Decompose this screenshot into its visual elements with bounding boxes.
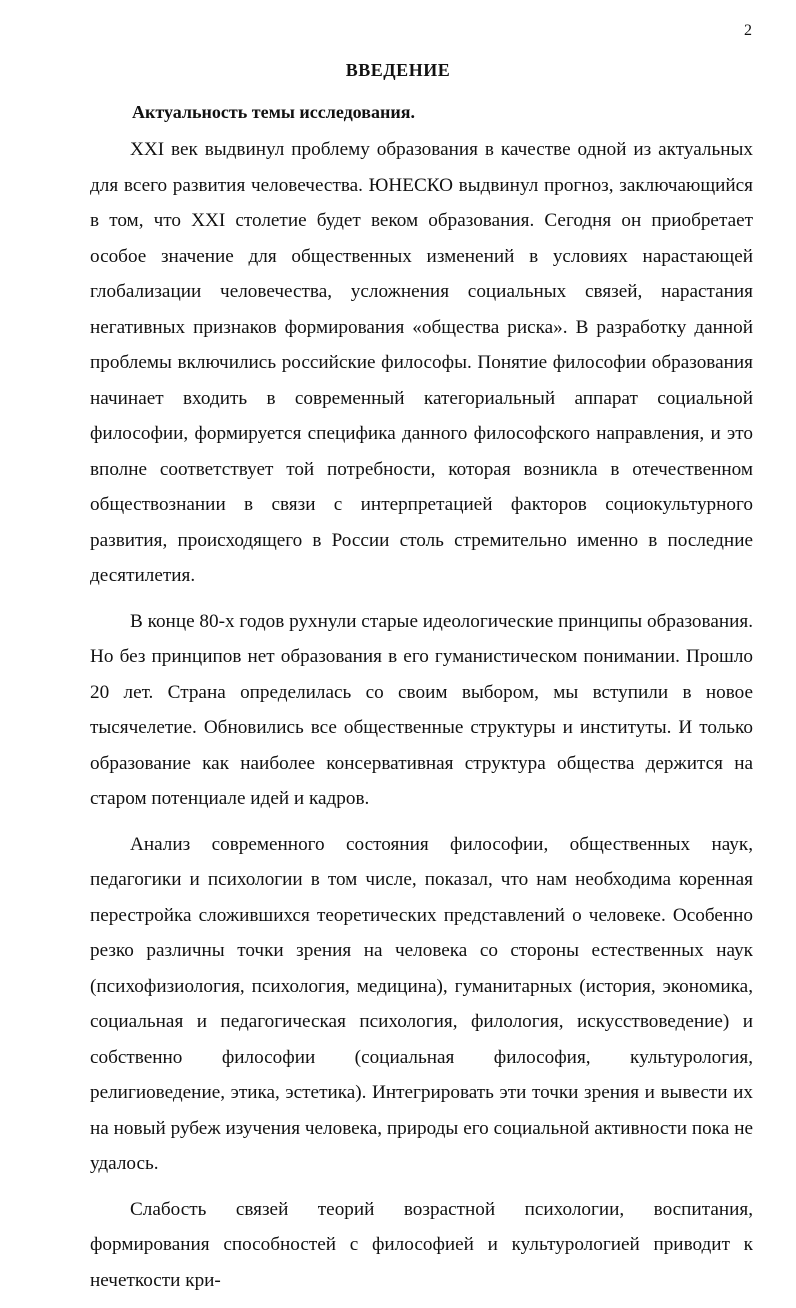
paragraph: В конце 80-х годов рухнули старые идеологические принципы образования. Но без принципов нет образования в его гуманистическом понимании. Прошло 20 лет. Страна определилась со своим выбором, мы вступили в новое тысячелетие. Обновились все общественные структуры и институты. И только образование как наиболее консервативная структура общества держится на старом потенциале идей и кадров. bbox=[90, 610, 753, 809]
body-text bbox=[90, 132, 753, 1308]
section-heading: Актуальность темы исследования. bbox=[132, 102, 415, 122]
paragraph: Слабость связей теорий возрастной психологии, воспитания, формирования способностей с философией и культурологией приводит к нечеткости кри- bbox=[90, 1198, 753, 1291]
page-title: ВВЕДЕНИЕ bbox=[345, 60, 451, 80]
page-number: 2 bbox=[744, 22, 752, 39]
paragraph: Анализ современного состояния философии, общественных наук, педагогики и психологии в том числе, показал, что нам необходима коренная перестройка сложившихся теоретических представлений о человеке. Особенно резко различны точки зрения на человека со стороны естественных наук (психофизиология, психология, медицина), гуманитарных (история, экономика, социальная и педагогическая психология, филология, искусствоведение) и собственно философии (социальная философия, культурология, религиоведение, этика, эстетика). Интегрировать эти точки зрения и вывести их на новый рубеж изучения человека, природы его социальной активности пока не удалось. bbox=[90, 833, 753, 1174]
paragraph: XXI век выдвинул проблему образования в качестве одной из актуальных для всего развития человечества. ЮНЕСКО выдвинул прогноз, заключающийся в том, что XXI столетие будет веком образования. Сегодня он приобретает особое значение для общественных изменений в условиях нарастающей глобализации человечества, усложнения социальных связей, нарастания негативных признаков формирования «общества риска». В разработку данной проблемы включились российские философы. Понятие философии образования начинает входить в современный категориальный аппарат социальной философии, формируется специфика данного философского направления, и это вполне соответствует той потребности, которая возникла в отечественном обществознании в связи с интерпретацией факторов социокультурного развития, происходящего в России столь стремительно именно в последние десятилетия. bbox=[90, 139, 753, 586]
